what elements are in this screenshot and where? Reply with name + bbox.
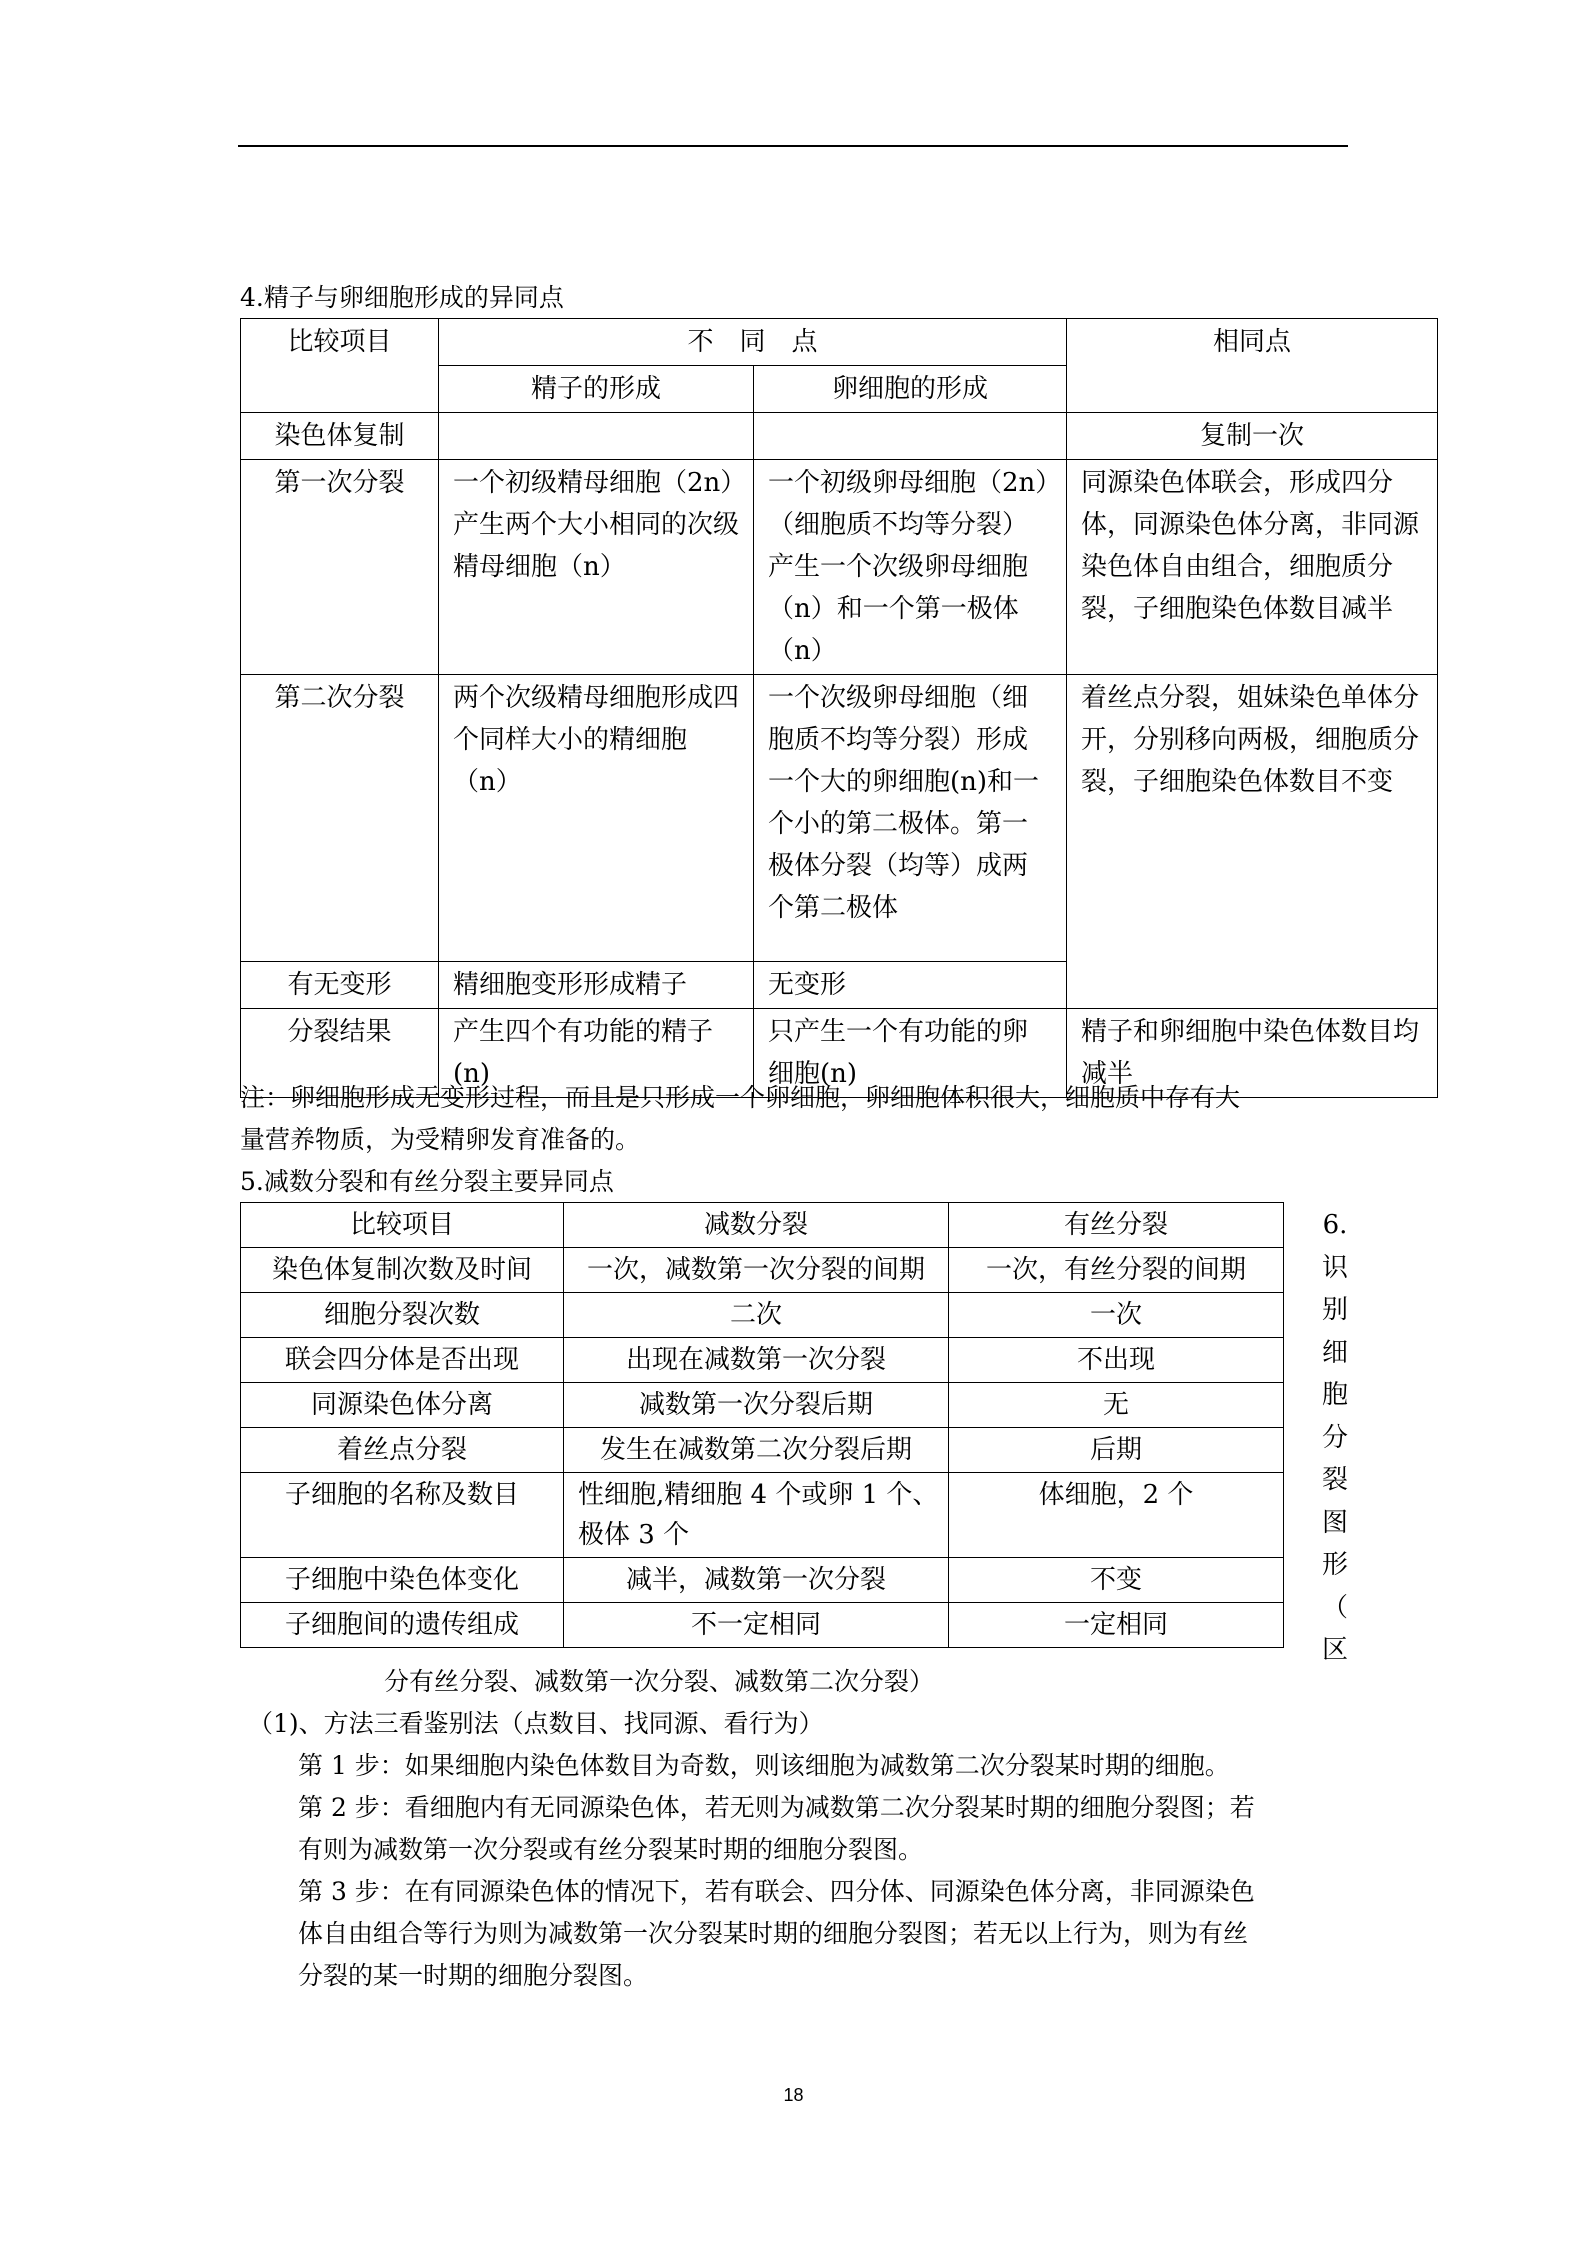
header-same: 相同点: [1067, 319, 1438, 413]
cell-meiosis: 减半，减数第一次分裂: [564, 1558, 949, 1603]
cell-meiosis: 二次: [564, 1293, 949, 1338]
vertical-char: 别: [1321, 1295, 1348, 1325]
step-2-line-1: 第 2 步：看细胞内有无同源染色体，若无则为减数第二次分裂某时期的细胞分裂图；若: [298, 1793, 1255, 1822]
cell-meiosis: 发生在减数第二次分裂后期: [564, 1428, 949, 1473]
cell-mitosis: 一定相同: [949, 1603, 1284, 1648]
cell-same: 复制一次: [1067, 413, 1438, 460]
row-label: 子细胞中染色体变化: [241, 1558, 564, 1603]
header-cell: 减数分裂: [564, 1203, 949, 1248]
header-rule: [238, 145, 1348, 147]
section6-title-cont: 分有丝分裂、减数第一次分裂、减数第二次分裂）: [384, 1667, 935, 1696]
page-number: 18: [783, 2085, 804, 2105]
method-title: （1)、方法三看鉴别法（点数目、找同源、看行为）: [248, 1709, 824, 1738]
cell-same: 精子和卵细胞中染色体数目均减半: [1067, 1009, 1438, 1098]
step-2-line-2: 有则为减数第一次分裂或有丝分裂某时期的细胞分裂图。: [298, 1835, 924, 1864]
row-label: 同源染色体分离: [241, 1383, 564, 1428]
row-label: 细胞分裂次数: [241, 1293, 564, 1338]
row-label: 染色体复制: [241, 413, 439, 460]
step-3-line-2: 体自由组合等行为则为减数第一次分裂某时期的细胞分裂图；若无以上行为，则为有丝: [298, 1919, 1249, 1948]
cell-meiosis: 一次，减数第一次分裂的间期: [564, 1248, 949, 1293]
cell-meiosis: 出现在减数第一次分裂: [564, 1338, 949, 1383]
section5-title: 5.减数分裂和有丝分裂主要异同点: [240, 1167, 614, 1196]
cell-sperm: [439, 413, 754, 460]
sperm-egg-comparison-table: [240, 318, 1438, 1098]
cell-sperm: 产生四个有功能的精子(n): [439, 1009, 754, 1098]
vertical-char: 裂: [1321, 1465, 1348, 1495]
row-label: 有无变形: [241, 962, 439, 1009]
cell-mitosis: 一次: [949, 1293, 1284, 1338]
vertical-char: 识: [1321, 1252, 1348, 1283]
row-label: 子细胞的名称及数目: [241, 1473, 564, 1558]
vertical-char: 形: [1321, 1550, 1348, 1580]
vertical-char: 区: [1321, 1635, 1348, 1665]
vertical-char: 分: [1321, 1422, 1348, 1453]
vertical-char: 胞: [1321, 1380, 1348, 1410]
cell-same: 着丝点分裂，姐妹染色单体分开，分别移向两极，细胞质分裂，子细胞染色体数目不变: [1067, 675, 1438, 1009]
cell-egg: 无变形: [754, 962, 1067, 1009]
row-label: 染色体复制次数及时间: [241, 1248, 564, 1293]
cell-meiosis: 不一定相同: [564, 1603, 949, 1648]
step-3-line-1: 第 3 步：在有同源染色体的情况下，若有联会、四分体、同源染色体分离，非同源染色: [298, 1877, 1255, 1906]
row-label: 第一次分裂: [241, 460, 439, 675]
header-item: 比较项目: [241, 319, 439, 413]
vertical-char: 6.: [1322, 1210, 1348, 1240]
cell-sperm: 两个次级精母细胞形成四个同样大小的精细胞（n）: [439, 675, 754, 962]
note-line-2: 量营养物质，为受精卵发育准备的。: [240, 1125, 641, 1154]
section4-title: 4.精子与卵细胞形成的异同点: [240, 283, 564, 312]
cell-egg: 一个初级卵母细胞（2n）（细胞质不均等分裂）产生一个次级卵母细胞（n）和一个第一极体（n）: [754, 460, 1067, 675]
cell-meiosis: 性细胞,精细胞 4 个或卵 1 个、极体 3 个: [564, 1473, 949, 1558]
cell-mitosis: 后期: [949, 1428, 1284, 1473]
row-label: 分裂结果: [241, 1009, 439, 1098]
cell-sperm: 精细胞变形形成精子: [439, 962, 754, 1009]
cell-mitosis: 无: [949, 1383, 1284, 1428]
cell-meiosis: 减数第一次分裂后期: [564, 1383, 949, 1428]
cell-egg: 一个次级卵母细胞（细胞质不均等分裂）形成一个大的卵细胞(n)和一个小的第二极体。第一极体分裂（均等）成两个第二极体: [754, 675, 1067, 962]
cell-egg: 只产生一个有功能的卵细胞(n): [754, 1009, 1067, 1098]
row-label: 联会四分体是否出现: [241, 1338, 564, 1383]
meiosis-mitosis-table: [240, 1202, 1284, 1648]
header-cell: 有丝分裂: [949, 1203, 1284, 1248]
vertical-char: （: [1321, 1592, 1348, 1623]
row-label: 子细胞间的遗传组成: [241, 1603, 564, 1648]
cell-egg: [754, 413, 1067, 460]
row-label: 第二次分裂: [241, 675, 439, 962]
step-1: 第 1 步：如果细胞内染色体数目为奇数，则该细胞为减数第二次分裂某时期的细胞。: [298, 1751, 1230, 1780]
vertical-char: 图: [1321, 1507, 1348, 1538]
cell-mitosis: 不变: [949, 1558, 1284, 1603]
vertical-char: 细: [1321, 1337, 1348, 1368]
header-sperm: 精子的形成: [439, 366, 754, 413]
cell-sperm: 一个初级精母细胞（2n）产生两个大小相同的次级精母细胞（n）: [439, 460, 754, 675]
cell-same: 同源染色体联会，形成四分体，同源染色体分离，非同源染色体自由组合，细胞质分裂，子细胞染色体数目减半: [1067, 460, 1438, 675]
section6-vertical-title: [1318, 1204, 1352, 1672]
cell-mitosis: 不出现: [949, 1338, 1284, 1383]
note-line-1: 注：卵细胞形成无变形过程，而且是只形成一个卵细胞，卵细胞体积很大，细胞质中存有大: [240, 1083, 1241, 1112]
cell-mitosis: 体细胞，2 个: [949, 1473, 1284, 1558]
header-egg: 卵细胞的形成: [754, 366, 1067, 413]
cell-mitosis: 一次，有丝分裂的间期: [949, 1248, 1284, 1293]
header-cell: 比较项目: [241, 1203, 564, 1248]
header-diff: 不 同 点: [439, 319, 1067, 366]
row-label: 着丝点分裂: [241, 1428, 564, 1473]
step-3-line-3: 分裂的某一时期的细胞分裂图。: [298, 1961, 649, 1990]
